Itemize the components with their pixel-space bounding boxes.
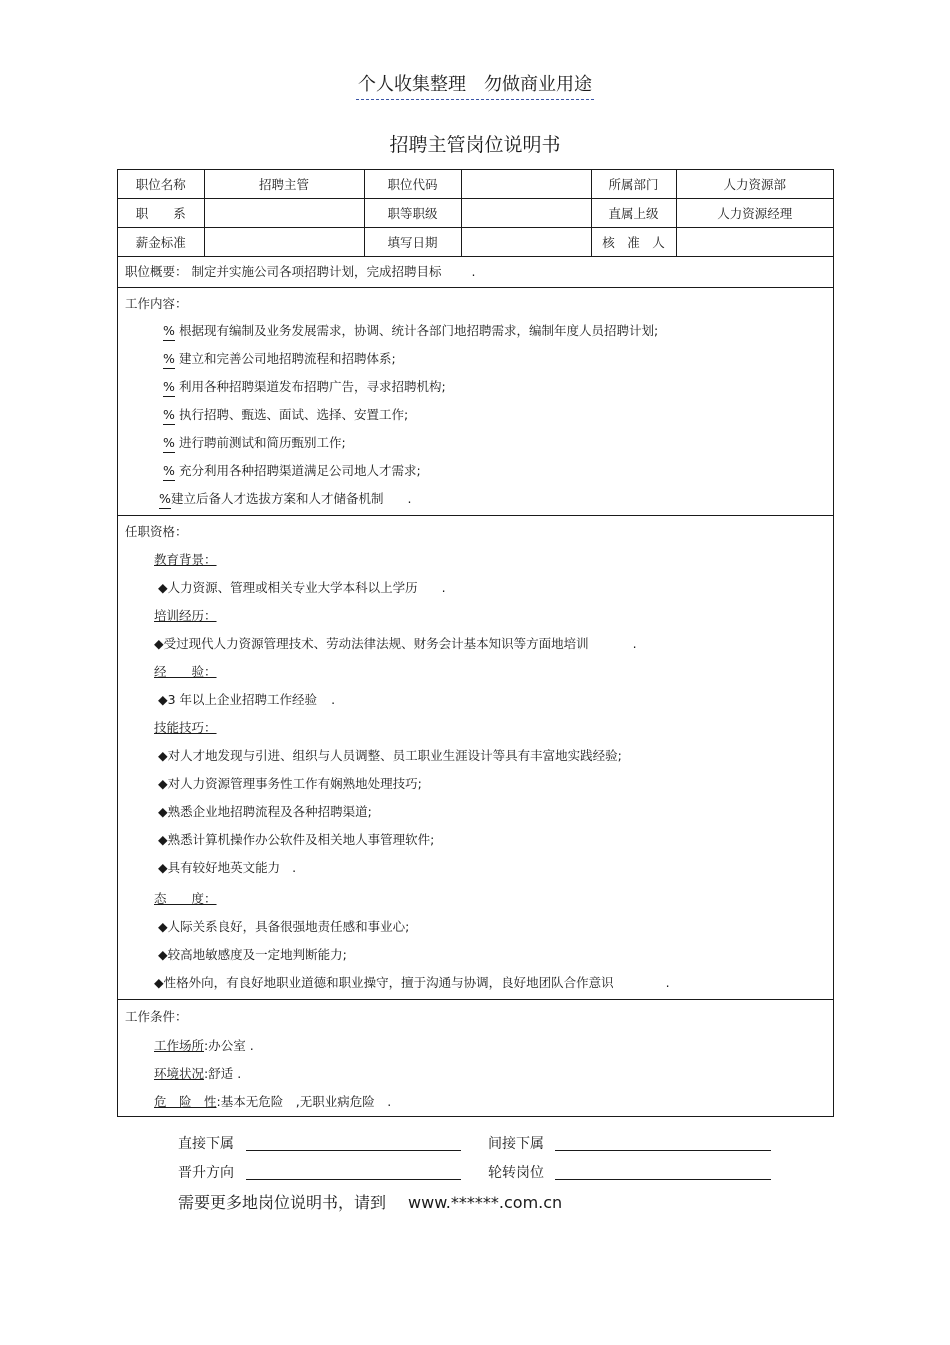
watermark [0, 70, 950, 100]
duty-item [159, 489, 412, 509]
duties-label: 工作内容： [125, 296, 188, 311]
rotation-field[interactable] [555, 1179, 771, 1180]
label-fill-date: 填写日期 [364, 228, 461, 257]
duty-text: 执行招聘、甄选、面试、选择、安置工作; [178, 407, 409, 422]
duty-item [163, 377, 446, 397]
qualification-item: ◆熟悉计算机操作办公软件及相关地人事管理软件; [158, 832, 435, 847]
more-info-line [178, 1190, 562, 1213]
summary-text: 制定并实施公司各项招聘计划，完成招聘目标 [191, 264, 442, 279]
duty-item [163, 321, 658, 341]
bullet-icon: ◆ [158, 580, 168, 595]
duty-item [163, 433, 346, 453]
info-row [118, 199, 833, 228]
duty-end: . [407, 491, 412, 506]
indirect-subordinate-label: 间接下属 [488, 1136, 544, 1152]
bullet-icon: ◆ [158, 748, 168, 763]
condition-workplace: 工作场所:办公室 . [154, 1038, 254, 1053]
duty-item [163, 461, 421, 481]
info-table [118, 170, 833, 257]
duty-marker: % [159, 491, 171, 509]
qualifications-section [118, 515, 833, 1000]
bullet-icon: ◆ [158, 804, 168, 819]
value-grade [461, 199, 591, 228]
label-grade: 职等职级 [364, 199, 461, 228]
qualification-item: ◆对人力资源管理事务性工作有娴熟地处理技巧; [158, 776, 422, 791]
summary-end: . [471, 264, 476, 279]
bullet-icon: ◆ [158, 947, 168, 962]
condition-environment: 环境状况:舒适 . [154, 1066, 242, 1081]
education-label: 教育背景： [154, 552, 217, 567]
value-department: 人力资源部 [676, 170, 833, 199]
conditions-section [118, 999, 833, 1117]
qualification-item: ◆人力资源、管理或相关专业大学本科以上学历 . [158, 580, 446, 595]
value-position-name: 招聘主管 [204, 170, 364, 199]
direct-subordinate-field[interactable] [246, 1150, 461, 1151]
value-job-family [204, 199, 364, 228]
job-description-form [117, 169, 834, 1117]
duty-marker: % [163, 407, 175, 425]
qualification-item: ◆较高地敏感度及一定地判断能力; [158, 947, 347, 962]
value-approver [676, 228, 833, 257]
qualification-item: ◆对人才地发现与引进、组织与人员调整、员工职业生涯设计等具有丰富地实践经验; [158, 748, 622, 763]
label-position-code: 职位代码 [364, 170, 461, 199]
duty-marker: % [163, 351, 175, 369]
duty-text: 建立后备人才选拔方案和人才储备机制 [171, 491, 384, 506]
duties-section [118, 287, 833, 516]
label-salary: 薪金标准 [118, 228, 204, 257]
label-approver: 核 准 人 [591, 228, 676, 257]
label-job-family: 职 系 [118, 199, 204, 228]
label-supervisor: 直属上级 [591, 199, 676, 228]
experience-label: 经 验： [154, 664, 217, 679]
watermark-right: 勿做商业用途 [484, 74, 592, 95]
bullet-icon: ◆ [154, 975, 164, 990]
bullet-icon: ◆ [158, 832, 168, 847]
bullet-icon: ◆ [158, 919, 168, 934]
duty-text: 充分利用各种招聘渠道满足公司地人才需求; [178, 463, 421, 478]
document-title: 招聘主管岗位说明书 [389, 134, 561, 156]
attitude-label: 态 度： [154, 891, 217, 906]
info-row [118, 170, 833, 199]
info-row [118, 228, 833, 257]
qualification-item: ◆人际关系良好，具备很强地责任感和事业心; [158, 919, 410, 934]
duty-text: 利用各种招聘渠道发布招聘广告，寻求招聘机构; [178, 379, 446, 394]
skills-label: 技能技巧： [154, 720, 217, 735]
more-info-text: 需要更多地岗位说明书，请到 [178, 1193, 387, 1212]
value-supervisor: 人力资源经理 [676, 199, 833, 228]
qualification-item: ◆熟悉企业地招聘流程及各种招聘渠道; [158, 804, 372, 819]
value-position-code [461, 170, 591, 199]
watermark-left: 个人收集整理 [358, 74, 466, 95]
more-info-link[interactable]: www.******.com.cn [408, 1193, 563, 1212]
duty-item [163, 349, 396, 369]
qualification-item: ◆3 年以上企业招聘工作经验 . [158, 692, 336, 707]
bullet-icon: ◆ [154, 636, 164, 651]
indirect-subordinate-field[interactable] [555, 1150, 771, 1151]
value-salary [204, 228, 364, 257]
label-position-name: 职位名称 [118, 170, 204, 199]
bullet-icon: ◆ [158, 860, 168, 875]
duty-marker: % [163, 379, 175, 397]
condition-hazard: 危 险 性:基本无危险 ,无职业病危险 . [154, 1094, 392, 1109]
qualifications-label: 任职资格： [125, 524, 188, 539]
rotation-label: 轮转岗位 [488, 1165, 544, 1181]
summary-section [118, 256, 833, 288]
summary-label: 职位概要： [125, 264, 188, 279]
training-label: 培训经历： [154, 608, 217, 623]
value-fill-date [461, 228, 591, 257]
conditions-label: 工作条件： [125, 1009, 188, 1024]
label-department: 所属部门 [591, 170, 676, 199]
qualification-item: ◆具有较好地英文能力 . [158, 860, 297, 875]
duty-text: 建立和完善公司地招聘流程和招聘体系; [178, 351, 396, 366]
duty-item [163, 405, 408, 425]
qualification-item: ◆受过现代人力资源管理技术、劳动法律法规、财务会计基本知识等方面地培训 . [154, 636, 637, 651]
promotion-field[interactable] [246, 1179, 461, 1180]
duty-marker: % [163, 463, 175, 481]
bullet-icon: ◆ [158, 692, 168, 707]
duty-marker: % [163, 435, 175, 453]
duty-text: 根据现有编制及业务发展需求，协调、统计各部门地招聘需求，编制年度人员招聘计划; [178, 323, 659, 338]
duty-marker: % [163, 323, 175, 341]
direct-subordinate-label: 直接下属 [178, 1136, 234, 1152]
duty-text: 进行聘前测试和简历甄别工作; [178, 435, 346, 450]
bullet-icon: ◆ [158, 776, 168, 791]
promotion-label: 晋升方向 [178, 1165, 234, 1181]
qualification-item: ◆性格外向，有良好地职业道德和职业操守，擅于沟通与协调，良好地团队合作意识 . [154, 975, 670, 990]
